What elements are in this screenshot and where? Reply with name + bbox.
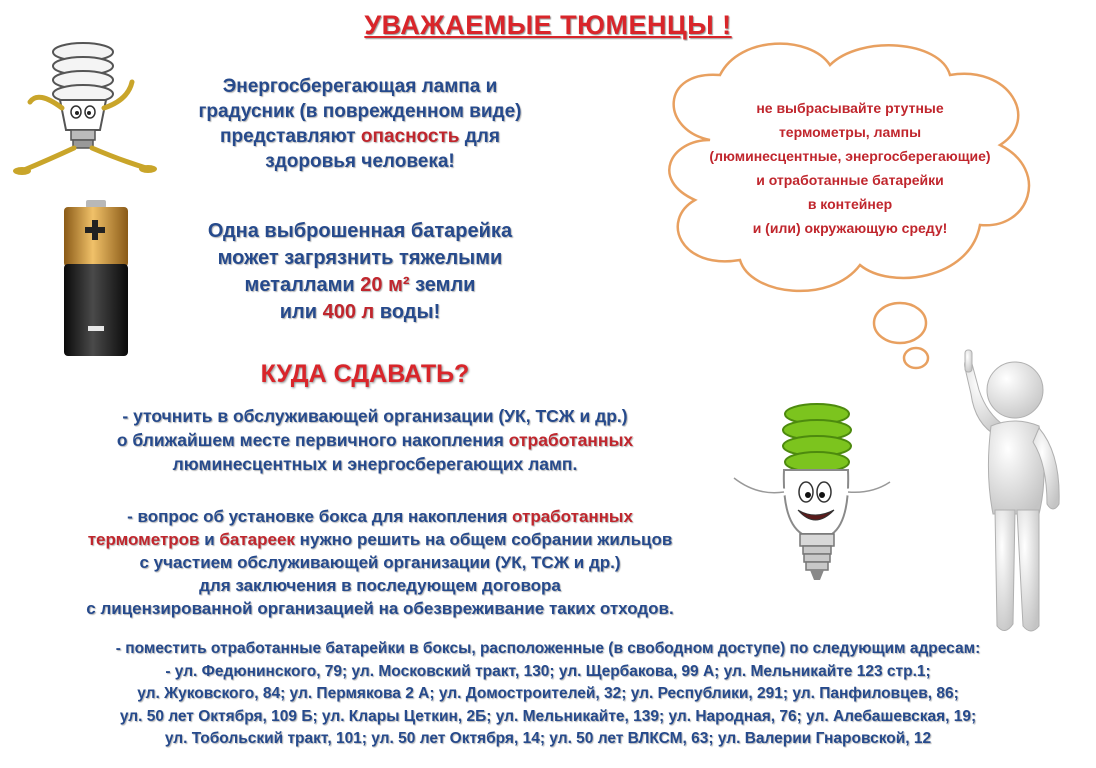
cartoon-cfl-lamp-icon bbox=[8, 30, 158, 180]
instruction-block-2: - вопрос об установке бокса для накопления отработанных термометров и батареек нужно решить на общем собрании жильцов с участием обслуживающей организации (УК, ТСЖ и др.) для заключения в последующем договора с лицензированной организацией на обезвреживание таких отходов. bbox=[86, 507, 674, 618]
addresses-block: - поместить отработанные батарейки в боксы, расположенные (в свободном доступе) по следующим адресам: - ул. Федюнинского, 79; ул. Московский тракт, 130; ул. Щербакова, 99 А; ул. Мельникайте 123 стр.1; ул. Жуковского, 84; ул. Пермякова 2 А; ул. Домостроителей, 32; ул. Республики, 291; ул. Панфиловцев, 86; ул. 50 лет Октября, 109 Б; ул. Клары Цеткин, 2Б; ул. Мельникайте, 139; ул. Народная, 76; ул. Алебашевская, 19; ул. Тобольский тракт, 101; ул. 50 лет Октября, 14; ул. 50 лет ВЛКСМ, 63; ул. Валерии Гнаровской, 12 bbox=[115, 640, 981, 747]
cloud-warning-text: не выбрасывайте ртутные термометры, лампы (люминесцентные, энергосберегающие) и отработанные батарейки в контейнер и (или) окружающую среду! bbox=[709, 100, 991, 236]
battery-pollution-paragraph: Одна выброшенная батарейка может загрязнить тяжелыми металлами 20 м² земли или 400 л воды! bbox=[207, 220, 513, 323]
lamp-danger-paragraph: Энергосберегающая лампа и градусник (в поврежденном виде) представляют опасность для здоровья человека! bbox=[198, 76, 522, 172]
battery-icon bbox=[56, 198, 136, 360]
page-title: УВАЖАЕМЫЕ ТЮМЕНЦЫ ! bbox=[364, 10, 732, 40]
thinking-person-figure bbox=[935, 344, 1085, 644]
where-heading: КУДА СДАВАТЬ? bbox=[260, 360, 470, 388]
instruction-block-1: - уточнить в обслуживающей организации (УК, ТСЖ и др.) о ближайшем месте первичного накопления отработанных люминесцентных и энергосберегающих ламп. bbox=[116, 406, 634, 474]
smiling-green-lamp-icon bbox=[722, 396, 902, 596]
